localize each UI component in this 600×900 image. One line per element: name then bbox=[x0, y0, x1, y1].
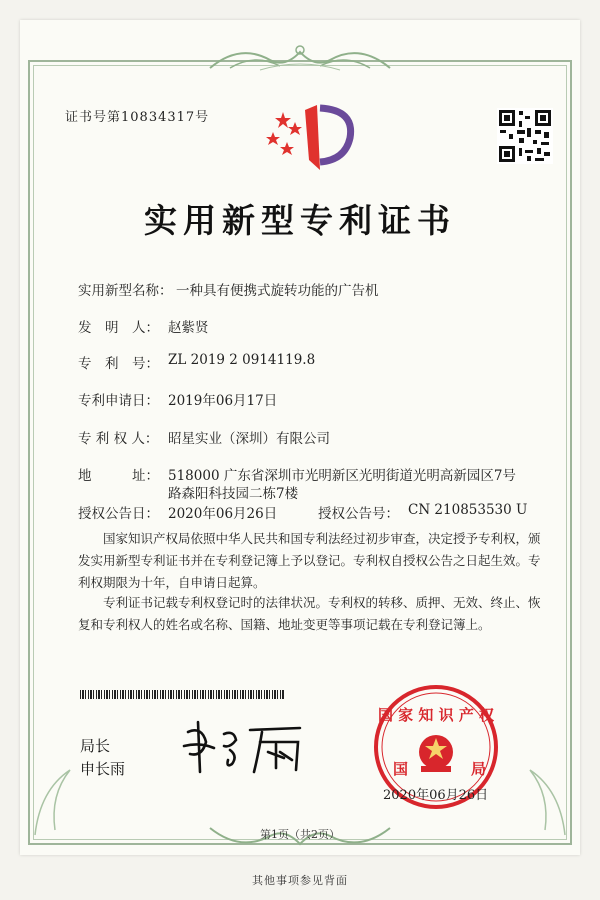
svg-text:局: 局 bbox=[471, 760, 487, 778]
director-title: 局长 bbox=[80, 737, 111, 755]
top-ornament bbox=[200, 38, 400, 78]
director-signature bbox=[180, 712, 320, 782]
grant-number-value: CN 210853530 U bbox=[408, 502, 528, 518]
filing-date-label: 专利申请日： bbox=[78, 393, 159, 409]
grant-number-label: 授权公告号： bbox=[318, 506, 399, 522]
grant-date-label: 授权公告日： bbox=[78, 506, 159, 522]
body-paragraph-1: 国家知识产权局依照中华人民共和国专利法经过初步审查，决定授予专利权，颁发实用新型专利证书并在专利登记簿上予以登记。专利权自授权公告之日起生效。专利权期限为十年，自申请日起算。 bbox=[78, 531, 541, 590]
barcode bbox=[80, 690, 285, 699]
address-line-1: 518000 广东省深圳市光明新区光明街道光明高新园区7号 bbox=[168, 468, 516, 484]
utility-model-name-value: 一种具有便携式旋转功能的广告机 bbox=[176, 283, 379, 299]
patentee-value: 昭星实业（深圳）有限公司 bbox=[168, 431, 330, 447]
grant-date-value: 2020年06月26日 bbox=[168, 506, 278, 522]
certificate-number: 证书号第10834317号 bbox=[65, 110, 210, 125]
cnipa-logo-icon bbox=[265, 100, 360, 175]
patent-number-label: 专 利 号： bbox=[78, 356, 159, 372]
qr-code bbox=[497, 108, 553, 164]
utility-model-name-label: 实用新型名称： bbox=[78, 283, 173, 299]
certificate-title: 实用新型专利证书 bbox=[144, 201, 456, 240]
corner-ornament-right bbox=[510, 740, 570, 840]
page-number: 第1页（共2页） bbox=[260, 828, 340, 841]
inventor-value: 赵紫贤 bbox=[168, 320, 209, 336]
director-name: 申长雨 bbox=[80, 760, 126, 778]
address-label: 地 址： bbox=[78, 468, 159, 484]
body-paragraph-2: 专利证书记载专利权登记时的法律状况。专利权的转移、质押、无效、终止、恢复和专利权人的姓名或名称、国籍、地址变更等事项记载在专利登记簿上。 bbox=[78, 595, 541, 632]
seal-date: 2020年06月26日 bbox=[383, 788, 489, 803]
svg-text:国: 国 bbox=[393, 760, 409, 778]
filing-date-value: 2019年06月17日 bbox=[168, 393, 278, 409]
patent-number-value: ZL 2019 2 0914119.8 bbox=[168, 352, 316, 368]
address-line-2: 路森阳科技园二栋7楼 bbox=[168, 486, 299, 502]
inventor-label: 发 明 人： bbox=[78, 320, 159, 336]
svg-text:国 家 知 识 产 权: 国 家 知 识 产 权 bbox=[377, 706, 495, 724]
patentee-label: 专 利 权 人： bbox=[78, 431, 159, 447]
footer-note: 其他事项参见背面 bbox=[252, 874, 348, 887]
